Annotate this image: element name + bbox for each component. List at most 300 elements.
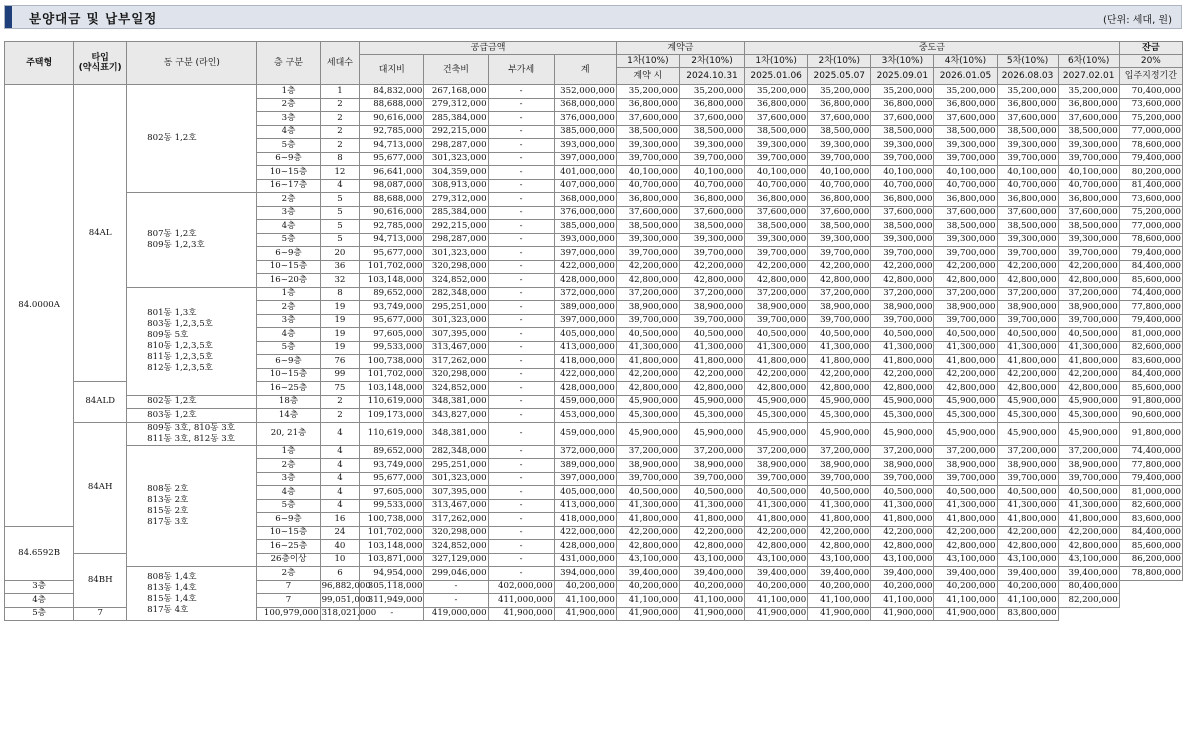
interim-2-cell: 40,700,000	[808, 179, 871, 193]
contract-2-cell: 37,200,000	[679, 445, 744, 459]
contract-2-cell: 39,700,000	[679, 152, 744, 166]
interim-5-cell: 40,100,000	[997, 166, 1058, 180]
total-cell: 397,000,000	[554, 314, 616, 328]
units-cell: 4	[320, 499, 360, 513]
interim-4-cell: 37,600,000	[934, 206, 997, 220]
interim-6-cell: 43,100,000	[1058, 553, 1119, 567]
building-cell: 267,168,000	[424, 85, 488, 99]
interim-3-cell: 45,300,000	[871, 409, 934, 423]
interim-3-cell: 40,500,000	[871, 328, 934, 342]
contract-2-cell: 37,600,000	[679, 206, 744, 220]
units-cell: 12	[320, 166, 360, 180]
building-cell: 279,312,000	[424, 98, 488, 112]
land-cell: 103,148,000	[360, 382, 424, 396]
interim-4-cell: 42,200,000	[934, 368, 997, 382]
interim-3-cell: 39,700,000	[871, 247, 934, 261]
interim-6-cell: 38,900,000	[1058, 459, 1119, 473]
total-cell: 389,000,000	[554, 301, 616, 315]
building-cell: 279,312,000	[424, 193, 488, 207]
contract-1-cell: 35,200,000	[616, 85, 679, 99]
col-i6-date: 2027.02.01	[1058, 68, 1119, 85]
interim-3-cell: 45,900,000	[871, 395, 934, 409]
contract-2-cell: 40,100,000	[679, 166, 744, 180]
interim-5-cell: 38,900,000	[997, 301, 1058, 315]
floor-cell: 16~25층	[257, 382, 320, 396]
floor-cell: 5층	[257, 341, 320, 355]
contract-1-cell: 38,500,000	[616, 220, 679, 234]
vat-cell: -	[488, 526, 554, 540]
units-cell: 4	[320, 422, 360, 445]
vat-cell: -	[488, 422, 554, 445]
floor-cell: 6~9층	[257, 513, 320, 527]
total-cell: 428,000,000	[554, 540, 616, 554]
floor-cell: 6~9층	[257, 355, 320, 369]
building-cell: 304,359,000	[424, 166, 488, 180]
col-type	[74, 42, 127, 85]
balance-cell: 80,200,000	[1119, 166, 1182, 180]
building-cell: 301,323,000	[424, 152, 488, 166]
interim-5-cell: 39,700,000	[997, 152, 1058, 166]
interim-2-cell: 39,700,000	[808, 152, 871, 166]
units-cell: 7	[257, 594, 320, 608]
vat-cell: -	[488, 112, 554, 126]
vat-cell: -	[488, 152, 554, 166]
interim-6-cell: 41,300,000	[1058, 341, 1119, 355]
building-cell: 324,852,000	[424, 274, 488, 288]
floor-cell: 10~15층	[257, 260, 320, 274]
interim-3-cell: 41,300,000	[871, 499, 934, 513]
vat-cell: -	[488, 260, 554, 274]
interim-2-cell: 39,300,000	[808, 139, 871, 153]
col-c2: 2차(10%)	[679, 55, 744, 68]
interim-6-cell: 37,200,000	[1058, 287, 1119, 301]
interim-1-cell: 45,300,000	[745, 409, 808, 423]
interim-5-cell: 42,200,000	[997, 260, 1058, 274]
balance-cell: 80,400,000	[1058, 580, 1119, 594]
interim-6-cell: 40,500,000	[1058, 328, 1119, 342]
total-cell: 397,000,000	[554, 472, 616, 486]
interim-4-cell: 37,200,000	[934, 445, 997, 459]
interim-1-cell: 40,500,000	[745, 486, 808, 500]
interim-3-cell: 38,500,000	[871, 125, 934, 139]
building-cell: 311,949,000	[360, 594, 424, 608]
interim-2-cell: 41,300,000	[808, 341, 871, 355]
interim-2-cell: 42,800,000	[808, 274, 871, 288]
land-cell: 100,738,000	[360, 513, 424, 527]
table-row	[5, 85, 1183, 99]
units-cell: 20	[320, 247, 360, 261]
vat-cell: -	[488, 355, 554, 369]
col-total: 계	[554, 55, 616, 85]
table-row	[5, 567, 1183, 581]
interim-1-cell: 37,600,000	[745, 206, 808, 220]
interim-5-cell: 41,300,000	[997, 499, 1058, 513]
balance-cell: 83,600,000	[1119, 355, 1182, 369]
units-cell: 36	[320, 260, 360, 274]
contract-1-cell: 38,900,000	[616, 459, 679, 473]
col-c1: 1차(10%)	[616, 55, 679, 68]
contract-2-cell: 42,200,000	[679, 368, 744, 382]
interim-2-cell: 38,500,000	[808, 220, 871, 234]
building-cell: 282,348,000	[424, 445, 488, 459]
interim-3-cell: 37,200,000	[871, 445, 934, 459]
balance-cell: 75,200,000	[1119, 206, 1182, 220]
interim-2-cell: 38,500,000	[808, 125, 871, 139]
dong-cell: 802동 1,2호	[127, 395, 257, 409]
land-cell: 90,616,000	[360, 112, 424, 126]
units-cell: 4	[320, 179, 360, 193]
interim-6-cell: 39,400,000	[1058, 567, 1119, 581]
contract-2-cell: 42,200,000	[679, 526, 744, 540]
units-cell: 5	[320, 193, 360, 207]
interim-4-cell: 40,500,000	[934, 486, 997, 500]
col-house-type: 주택형	[5, 42, 74, 85]
interim-4-cell: 42,200,000	[934, 260, 997, 274]
contract-1-cell: 37,200,000	[616, 287, 679, 301]
building-cell: 305,118,000	[360, 580, 424, 594]
units-cell: 2	[320, 395, 360, 409]
col-c2-date: 2024.10.31	[679, 68, 744, 85]
interim-2-cell: 40,500,000	[808, 486, 871, 500]
interim-2-cell: 41,900,000	[679, 607, 744, 621]
interim-5-cell: 45,900,000	[997, 395, 1058, 409]
land-cell: 95,677,000	[360, 152, 424, 166]
interim-5-cell: 39,700,000	[997, 472, 1058, 486]
interim-2-cell: 42,200,000	[808, 260, 871, 274]
contract-1-cell: 40,500,000	[616, 486, 679, 500]
interim-5-cell: 40,500,000	[997, 486, 1058, 500]
type-cell: 84AL	[74, 85, 127, 382]
vat-cell: -	[488, 125, 554, 139]
interim-2-cell: 35,200,000	[808, 85, 871, 99]
interim-4-cell: 40,200,000	[871, 580, 934, 594]
balance-cell: 91,800,000	[1119, 422, 1182, 445]
land-cell: 101,702,000	[360, 260, 424, 274]
interim-5-cell: 39,700,000	[997, 247, 1058, 261]
interim-4-cell: 42,800,000	[934, 540, 997, 554]
contract-2-cell: 42,800,000	[679, 382, 744, 396]
interim-3-cell: 41,900,000	[745, 607, 808, 621]
interim-2-cell: 42,800,000	[808, 540, 871, 554]
building-cell: 320,298,000	[424, 260, 488, 274]
contract-1-cell: 38,900,000	[616, 301, 679, 315]
interim-1-cell: 42,200,000	[745, 526, 808, 540]
floor-cell: 5층	[257, 499, 320, 513]
units-cell: 5	[320, 220, 360, 234]
vat-cell: -	[488, 553, 554, 567]
balance-cell: 77,800,000	[1119, 301, 1182, 315]
contract-2-cell: 38,900,000	[679, 459, 744, 473]
land-cell: 99,533,000	[360, 341, 424, 355]
interim-2-cell: 37,200,000	[808, 445, 871, 459]
interim-6-cell: 36,800,000	[1058, 98, 1119, 112]
units-cell: 6	[320, 567, 360, 581]
interim-2-cell: 39,700,000	[808, 247, 871, 261]
land-cell: 88,688,000	[360, 98, 424, 112]
total-cell: 376,000,000	[554, 112, 616, 126]
floor-cell: 5층	[5, 607, 74, 621]
land-cell: 97,605,000	[360, 486, 424, 500]
floor-cell: 16~20층	[257, 274, 320, 288]
interim-6-cell: 37,200,000	[1058, 445, 1119, 459]
land-cell: 89,652,000	[360, 445, 424, 459]
interim-4-cell: 41,100,000	[871, 594, 934, 608]
interim-6-cell: 41,800,000	[1058, 513, 1119, 527]
total-cell: 422,000,000	[554, 368, 616, 382]
total-cell: 372,000,000	[554, 445, 616, 459]
table-row	[5, 409, 1183, 423]
interim-3-cell: 37,600,000	[871, 206, 934, 220]
land-cell: 92,785,000	[360, 125, 424, 139]
interim-5-cell: 42,200,000	[997, 368, 1058, 382]
contract-2-cell: 39,700,000	[679, 472, 744, 486]
table-row	[5, 445, 1183, 459]
units-cell: 99	[320, 368, 360, 382]
interim-1-cell: 41,800,000	[745, 513, 808, 527]
total-cell: 394,000,000	[554, 567, 616, 581]
contract-2-cell: 42,800,000	[679, 274, 744, 288]
interim-4-cell: 39,700,000	[934, 247, 997, 261]
col-dong: 동 구분 (라인)	[127, 42, 257, 85]
balance-cell: 79,400,000	[1119, 152, 1182, 166]
units-cell: 5	[320, 233, 360, 247]
interim-4-cell: 45,300,000	[934, 409, 997, 423]
col-contract: 계약금	[616, 42, 744, 55]
total-cell: 431,000,000	[554, 553, 616, 567]
interim-1-cell: 41,800,000	[745, 355, 808, 369]
interim-6-cell: 42,800,000	[1058, 274, 1119, 288]
building-cell: 320,298,000	[424, 368, 488, 382]
col-balance: 잔금	[1119, 42, 1182, 55]
interim-2-cell: 36,800,000	[808, 193, 871, 207]
interim-2-cell: 41,100,000	[745, 594, 808, 608]
interim-6-cell: 42,800,000	[1058, 540, 1119, 554]
interim-3-cell: 40,200,000	[808, 580, 871, 594]
house-type-cell: 84.0000A	[5, 85, 74, 527]
contract-1-cell: 41,300,000	[616, 341, 679, 355]
contract-1-cell: 39,700,000	[616, 152, 679, 166]
contract-1-cell: 39,400,000	[616, 567, 679, 581]
total-cell: 352,000,000	[554, 85, 616, 99]
contract-2-cell: 39,300,000	[679, 233, 744, 247]
balance-cell: 84,400,000	[1119, 260, 1182, 274]
interim-6-cell: 45,300,000	[1058, 409, 1119, 423]
contract-2-cell: 36,800,000	[679, 193, 744, 207]
balance-cell: 78,600,000	[1119, 139, 1182, 153]
interim-4-cell: 45,900,000	[934, 395, 997, 409]
col-supply: 공급금액	[360, 42, 617, 55]
interim-5-cell: 41,300,000	[997, 341, 1058, 355]
floor-cell: 1층	[257, 445, 320, 459]
vat-cell: -	[488, 287, 554, 301]
building-cell: 324,852,000	[424, 540, 488, 554]
col-vat: 부가세	[488, 55, 554, 85]
page-title: 분양대금 및 납부일정	[29, 11, 158, 26]
vat-cell: -	[488, 206, 554, 220]
contract-1-cell: 39,700,000	[616, 314, 679, 328]
units-cell: 4	[320, 472, 360, 486]
interim-1-cell: 39,700,000	[745, 152, 808, 166]
units-cell: 4	[320, 459, 360, 473]
interim-2-cell: 45,900,000	[808, 395, 871, 409]
units-cell: 2	[320, 409, 360, 423]
interim-2-cell: 37,600,000	[808, 112, 871, 126]
interim-3-cell: 41,300,000	[871, 341, 934, 355]
vat-cell: -	[488, 513, 554, 527]
interim-3-cell: 36,800,000	[871, 193, 934, 207]
contract-2-cell: 37,200,000	[679, 287, 744, 301]
vat-cell: -	[488, 395, 554, 409]
col-i2: 2차(10%)	[808, 55, 871, 68]
total-cell: 368,000,000	[554, 98, 616, 112]
contract-1-cell: 37,600,000	[616, 206, 679, 220]
balance-cell: 77,800,000	[1119, 459, 1182, 473]
interim-5-cell: 38,500,000	[997, 220, 1058, 234]
interim-6-cell: 41,100,000	[997, 594, 1058, 608]
contract-2-cell: 39,300,000	[679, 139, 744, 153]
units-cell: 5	[320, 206, 360, 220]
building-cell: 292,215,000	[424, 220, 488, 234]
interim-3-cell: 39,300,000	[871, 233, 934, 247]
total-cell: 407,000,000	[554, 179, 616, 193]
interim-1-cell: 38,500,000	[745, 125, 808, 139]
land-cell: 103,148,000	[360, 540, 424, 554]
balance-cell: 84,400,000	[1119, 526, 1182, 540]
balance-cell: 85,600,000	[1119, 274, 1182, 288]
vat-cell: -	[488, 409, 554, 423]
vat-cell: -	[488, 166, 554, 180]
interim-4-cell: 42,800,000	[934, 382, 997, 396]
balance-cell: 85,600,000	[1119, 382, 1182, 396]
contract-1-cell: 37,600,000	[616, 112, 679, 126]
interim-1-cell: 43,100,000	[745, 553, 808, 567]
contract-1-cell: 42,800,000	[616, 382, 679, 396]
total-cell: 405,000,000	[554, 328, 616, 342]
interim-6-cell: 36,800,000	[1058, 193, 1119, 207]
interim-5-cell: 43,100,000	[997, 553, 1058, 567]
balance-cell: 90,600,000	[1119, 409, 1182, 423]
building-cell: 317,262,000	[424, 355, 488, 369]
interim-2-cell: 40,100,000	[808, 166, 871, 180]
building-cell: 285,384,000	[424, 206, 488, 220]
land-cell: 93,749,000	[360, 459, 424, 473]
land-cell: 100,979,000	[257, 607, 320, 621]
interim-3-cell: 39,400,000	[871, 567, 934, 581]
total-cell: 397,000,000	[554, 152, 616, 166]
table-row	[5, 422, 1183, 445]
contract-2-cell: 40,500,000	[679, 486, 744, 500]
interim-3-cell: 35,200,000	[871, 85, 934, 99]
interim-4-cell: 40,100,000	[934, 166, 997, 180]
land-cell: 110,619,000	[360, 395, 424, 409]
interim-3-cell: 38,500,000	[871, 220, 934, 234]
building-cell: 318,021,000	[320, 607, 360, 621]
interim-5-cell: 35,200,000	[997, 85, 1058, 99]
floor-cell: 16~17층	[257, 179, 320, 193]
floor-cell: 20, 21층	[257, 422, 320, 445]
interim-1-cell: 36,800,000	[745, 98, 808, 112]
interim-6-cell: 42,200,000	[1058, 368, 1119, 382]
interim-5-cell: 41,800,000	[997, 355, 1058, 369]
title-accent-mark	[5, 6, 12, 28]
total-cell: 405,000,000	[554, 486, 616, 500]
col-interim: 중도금	[745, 42, 1120, 55]
col-c1-date: 계약 시	[616, 68, 679, 85]
table-body	[5, 85, 1183, 621]
vat-cell: -	[488, 459, 554, 473]
land-cell: 101,702,000	[360, 526, 424, 540]
contract-1-cell: 40,200,000	[554, 580, 616, 594]
interim-6-cell: 39,700,000	[1058, 314, 1119, 328]
vat-cell: -	[488, 486, 554, 500]
interim-4-cell: 39,700,000	[934, 472, 997, 486]
building-cell: 317,262,000	[424, 513, 488, 527]
vat-cell: -	[488, 314, 554, 328]
total-cell: 411,000,000	[488, 594, 554, 608]
dong-cell: 808동 1,4호 813동 1,4호 815동 1,4호 817동 4호	[127, 567, 257, 621]
vat-cell: -	[488, 341, 554, 355]
interim-5-cell: 45,300,000	[997, 409, 1058, 423]
col-units: 세대수	[320, 42, 360, 85]
floor-cell: 10~15층	[257, 526, 320, 540]
building-cell: 308,913,000	[424, 179, 488, 193]
interim-3-cell: 39,700,000	[871, 472, 934, 486]
interim-3-cell: 39,300,000	[871, 139, 934, 153]
building-cell: 348,381,000	[424, 422, 488, 445]
units-cell: 10	[320, 553, 360, 567]
title-bar	[4, 5, 1182, 29]
floor-cell: 5층	[257, 233, 320, 247]
total-cell: 428,000,000	[554, 274, 616, 288]
balance-cell: 75,200,000	[1119, 112, 1182, 126]
floor-cell: 2층	[257, 459, 320, 473]
units-cell: 40	[320, 540, 360, 554]
balance-cell: 77,000,000	[1119, 125, 1182, 139]
contract-2-cell: 40,200,000	[616, 580, 679, 594]
contract-2-cell: 43,100,000	[679, 553, 744, 567]
dong-cell: 802동 1,2호	[127, 85, 257, 193]
units-cell: 4	[320, 445, 360, 459]
house-type-cell: 84.6592B	[5, 526, 74, 580]
interim-2-cell: 37,600,000	[808, 206, 871, 220]
building-cell: 298,287,000	[424, 139, 488, 153]
land-cell: 95,677,000	[360, 314, 424, 328]
floor-cell: 3층	[257, 472, 320, 486]
interim-6-cell: 37,600,000	[1058, 112, 1119, 126]
type-cell: 84AH	[74, 422, 127, 553]
land-cell: 103,871,000	[360, 553, 424, 567]
total-cell: 376,000,000	[554, 206, 616, 220]
interim-3-cell: 39,700,000	[871, 152, 934, 166]
interim-5-cell: 36,800,000	[997, 98, 1058, 112]
interim-4-cell: 41,800,000	[934, 355, 997, 369]
interim-1-cell: 39,300,000	[745, 139, 808, 153]
interim-1-cell: 40,700,000	[745, 179, 808, 193]
interim-3-cell: 45,900,000	[871, 422, 934, 445]
interim-5-cell: 42,800,000	[997, 540, 1058, 554]
interim-3-cell: 41,800,000	[871, 513, 934, 527]
land-cell: 88,688,000	[360, 193, 424, 207]
col-i5-date: 2026.08.03	[997, 68, 1058, 85]
contract-2-cell: 40,700,000	[679, 179, 744, 193]
total-cell: 413,000,000	[554, 499, 616, 513]
units-cell: 19	[320, 341, 360, 355]
interim-1-cell: 45,900,000	[745, 422, 808, 445]
contract-1-cell: 43,100,000	[616, 553, 679, 567]
interim-3-cell: 40,100,000	[871, 166, 934, 180]
floor-cell: 26층이상	[257, 553, 320, 567]
interim-4-cell: 38,900,000	[934, 459, 997, 473]
